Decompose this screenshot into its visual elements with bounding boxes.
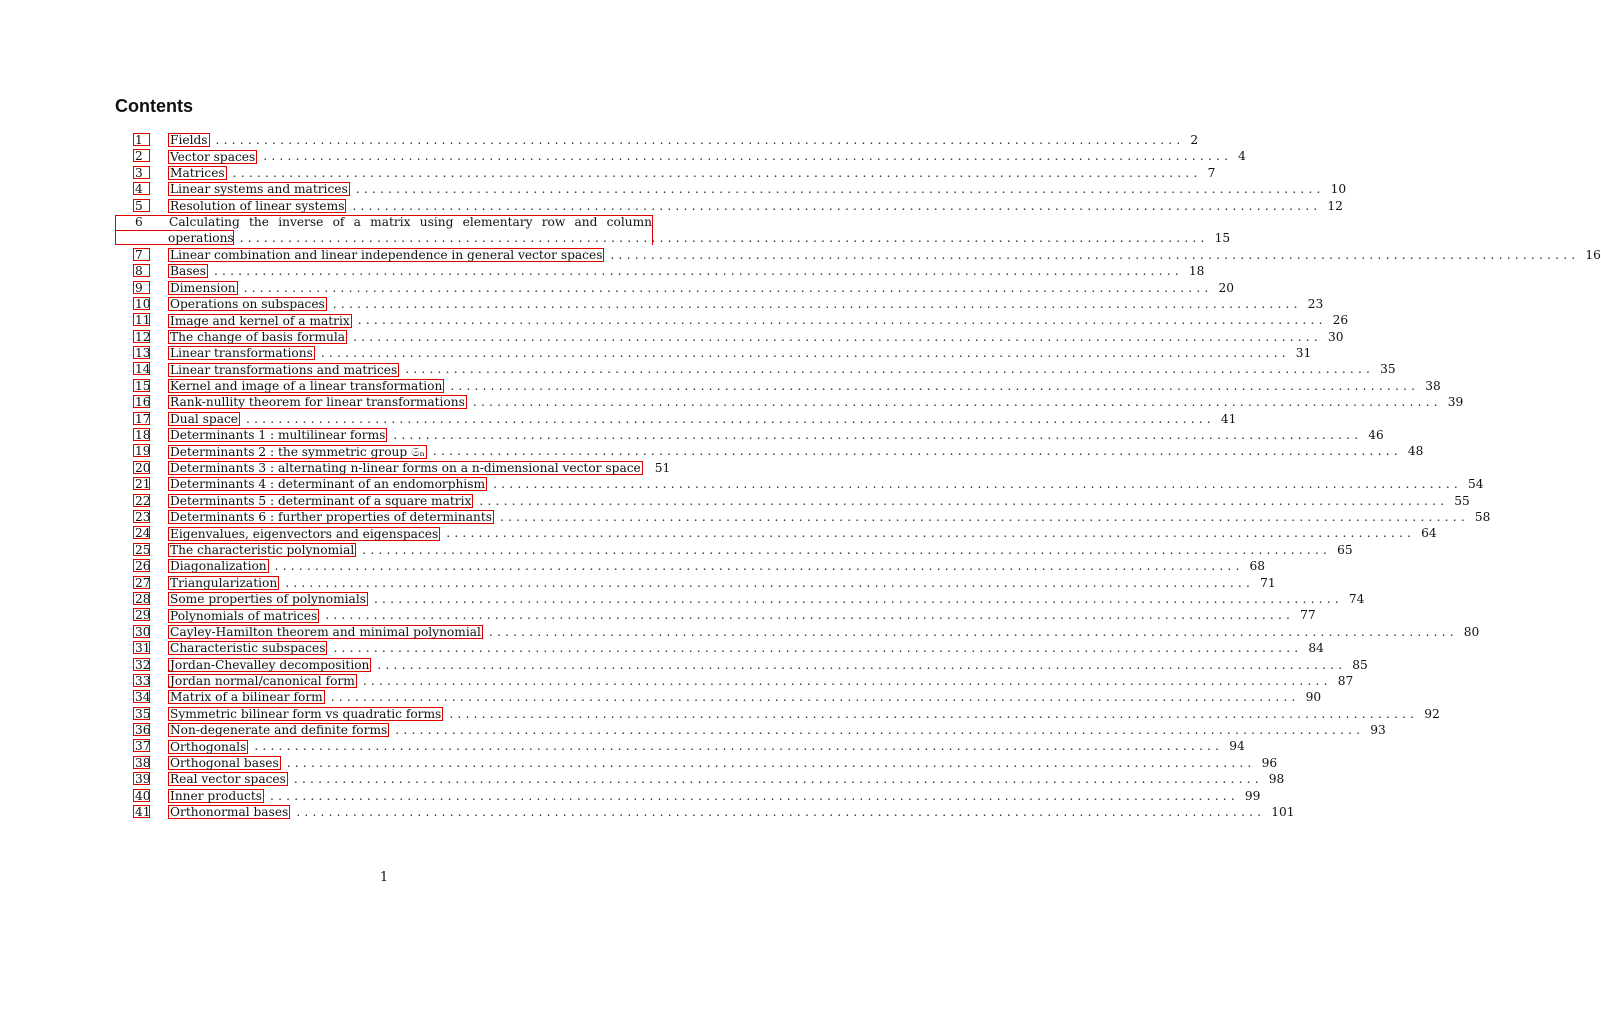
toc-entry-page[interactable]: 2	[1190, 133, 1199, 147]
dot-leader: ........................................................................................................................	[355, 182, 1325, 197]
toc-entry-number: 20	[135, 460, 151, 475]
toc-entry-page[interactable]: 77	[1300, 608, 1316, 623]
toc-entry[interactable]	[0, 247, 1601, 263]
toc-entry-line	[168, 329, 1344, 345]
toc-entry-number: 8	[135, 264, 143, 279]
toc-entry-line	[168, 542, 1353, 558]
toc-entry-title[interactable]: Some properties of polynomials	[170, 592, 366, 607]
toc-entry-line2	[168, 230, 1231, 246]
toc-entry-title[interactable]: Image and kernel of a matrix	[170, 313, 350, 328]
toc-entry-number: 13	[135, 346, 151, 361]
toc-entry-number: 19	[135, 444, 151, 459]
toc-entry-line	[168, 427, 1384, 443]
dot-leader: ........................................................................................................................	[215, 133, 1185, 147]
toc-entry-title[interactable]: Rank-nullity theorem for linear transformations	[170, 395, 465, 410]
toc-entry-line	[168, 263, 1205, 279]
toc-entry-number: 41	[135, 805, 151, 820]
toc-entry-number: 38	[135, 755, 151, 770]
table-of-contents	[0, 132, 1601, 820]
toc-entry-title[interactable]: Determinants 3 : alternating n-linear forms on a n-dimensional vector space	[170, 461, 641, 476]
toc-entry-page[interactable]: 96	[1261, 755, 1278, 770]
toc-entry-title[interactable]: Jordan normal/canonical form	[170, 674, 355, 689]
toc-entry[interactable]	[0, 148, 1246, 164]
dot-leader: ........................................................................................................................	[472, 395, 1442, 410]
toc-entry-line	[168, 673, 1354, 689]
toc-entry[interactable]	[0, 673, 1354, 689]
dot-leader: ........................................................................................................................	[246, 411, 1215, 426]
toc-entry-number: 36	[135, 723, 151, 738]
toc-entry[interactable]	[0, 280, 1235, 296]
toc-entry-line	[168, 493, 1470, 509]
toc-entry[interactable]	[0, 657, 1368, 673]
toc-entry-number: 18	[135, 428, 151, 443]
toc-entry-page[interactable]: 46	[1368, 428, 1384, 443]
toc-entry-line	[168, 460, 671, 476]
toc-entry-title[interactable]: The change of basis formula	[170, 329, 346, 344]
toc-entry-title[interactable]: Symmetric bilinear form vs quadratic forms	[170, 706, 442, 721]
toc-entry-number: 25	[135, 542, 151, 557]
toc-entry-number: 5	[135, 198, 143, 213]
toc-entry-line	[168, 312, 1349, 328]
toc-entry-page[interactable]: 98	[1268, 772, 1285, 787]
dot-leader: ........................................................................................................................	[405, 362, 1375, 377]
toc-entry-line	[168, 476, 1484, 492]
toc-entry-page[interactable]: 68	[1249, 559, 1266, 574]
toc-entry-title[interactable]: Bases	[170, 264, 206, 279]
toc-entry-page[interactable]: 20	[1218, 280, 1235, 295]
toc-entry-page[interactable]: 85	[1352, 657, 1368, 672]
toc-entry-line	[168, 591, 1365, 607]
toc-entry-number: 2	[135, 149, 143, 164]
dot-leader: ........................................................................................................................	[357, 313, 1327, 328]
toc-entry-title[interactable]: Determinants 1 : multilinear forms	[170, 428, 386, 443]
toc-entry-line	[168, 804, 1295, 820]
toc-entry-page[interactable]: 65	[1337, 542, 1353, 557]
toc-entry-title[interactable]: Diagonalization	[170, 559, 267, 574]
dot-leader: ........................................................................................................................	[362, 673, 1332, 688]
toc-entry-title[interactable]: Operations on subspaces	[170, 297, 325, 312]
toc-entry-page[interactable]: 7	[1207, 165, 1216, 180]
dot-leader: ........................................................................................................................	[377, 657, 1347, 672]
dot-leader: ........................................................................................................................	[285, 575, 1255, 590]
toc-entry-title[interactable]: Non-degenerate and definite forms	[170, 723, 388, 738]
toc-entry-title[interactable]: Determinants 4 : determinant of an endomorphism	[170, 477, 486, 492]
dot-leader: ........................................................................................................................	[610, 247, 1580, 262]
toc-entry-page[interactable]: 30	[1327, 329, 1344, 344]
dot-leader: ........................................................................................................................	[332, 296, 1302, 311]
toc-entry-title[interactable]: Eigenvalues, eigenvectors and eigenspaces	[170, 526, 439, 541]
dot-leader: ........................................................................................................................	[493, 477, 1462, 492]
toc-entry-title[interactable]: Fields	[170, 133, 208, 148]
dot-leader: ........................................................................................................................	[450, 378, 1420, 393]
toc-entry-title[interactable]: Characteristic subspaces	[170, 641, 326, 656]
toc-entry-number: 32	[135, 657, 151, 672]
dot-leader: ........................................................................................................................	[243, 280, 1213, 295]
toc-entry[interactable]	[0, 411, 1237, 427]
dot-leader: ........................................................................................................................	[449, 706, 1419, 721]
dot-leader: ........................................................................................................................	[254, 739, 1224, 754]
toc-entry-title[interactable]: Orthogonal bases	[170, 756, 279, 771]
toc-entry-title[interactable]: Kernel and image of a linear transformation	[170, 379, 443, 394]
toc-entry[interactable]	[0, 312, 1349, 328]
dot-leader: ........................................................................................................................	[270, 788, 1239, 803]
dot-leader: ........................................................................................................................	[395, 723, 1365, 738]
toc-entry-page[interactable]: 12	[1327, 198, 1343, 213]
toc-entry-title[interactable]: Inner products	[170, 788, 263, 803]
toc-entry-line	[168, 607, 1316, 623]
dot-leader: ........................................................................................................................	[232, 165, 1202, 180]
toc-entry[interactable]	[0, 181, 1347, 197]
toc-entry[interactable]	[0, 198, 1343, 214]
toc-entry-page[interactable]: 31	[1295, 346, 1312, 361]
dot-leader: ........................................................................................................................	[393, 428, 1363, 443]
toc-entry-page[interactable]: 64	[1421, 526, 1437, 541]
toc-entry-number: 15	[135, 378, 151, 393]
dot-leader: ........................................................................................................................	[352, 198, 1322, 213]
toc-entry[interactable]	[0, 607, 1316, 623]
toc-entry-number: 40	[135, 788, 151, 803]
dot-leader: ........................................................................................................................	[373, 591, 1343, 606]
toc-entry[interactable]	[0, 329, 1344, 345]
toc-entry[interactable]	[0, 525, 1437, 541]
toc-entry[interactable]	[0, 788, 1261, 804]
toc-entry[interactable]	[0, 591, 1365, 607]
toc-entry-page[interactable]: 90	[1305, 690, 1322, 705]
dot-leader: ........................................................................................................................	[213, 264, 1183, 279]
toc-entry[interactable]	[0, 755, 1278, 771]
toc-entry-page[interactable]: 55	[1454, 493, 1470, 508]
dot-leader: ........................................................................................................................	[293, 772, 1263, 787]
page-title: Contents	[115, 96, 193, 116]
toc-entry-page[interactable]: 15	[1214, 231, 1231, 246]
toc-entry-page[interactable]: 23	[1307, 296, 1324, 311]
toc-entry-line	[168, 394, 1464, 410]
toc-entry-page[interactable]: 84	[1308, 641, 1324, 656]
toc-entry[interactable]	[0, 394, 1464, 410]
toc-entry-title[interactable]: Matrix of a bilinear form	[170, 690, 323, 705]
toc-entry-title[interactable]: Real vector spaces	[170, 772, 286, 787]
toc-entry-title[interactable]: Determinants 5 : determinant of a square matrix	[170, 493, 472, 508]
toc-entry-number: 1	[135, 133, 143, 147]
toc-entry-title[interactable]: Linear transformations and matrices	[170, 362, 398, 377]
toc-entry[interactable]	[0, 624, 1480, 640]
toc-entry-number: 29	[135, 608, 151, 623]
toc-entry-title[interactable]: Linear systems and matrices	[170, 182, 348, 197]
toc-entry-number: 11	[135, 313, 151, 328]
toc-entry[interactable]	[0, 738, 1245, 754]
toc-entry-page[interactable]: 93	[1370, 723, 1386, 738]
toc-entry-page[interactable]: 58	[1474, 510, 1491, 524]
dot-leader: ........................................................................................................................	[330, 690, 1300, 705]
toc-entry-line	[168, 558, 1266, 574]
toc-entry-page[interactable]: 80	[1463, 624, 1480, 639]
toc-entry-page[interactable]: 39	[1447, 395, 1464, 410]
toc-entry-number: 24	[135, 526, 151, 541]
toc-entry-number: 16	[135, 395, 151, 410]
toc-entry-number: 27	[135, 575, 151, 590]
toc-entry-title[interactable]: Cayley-Hamilton theorem and minimal polynomial	[170, 624, 481, 639]
dot-leader: ........................................................................................................................	[333, 641, 1303, 656]
toc-entry-title[interactable]: Determinants 6 : further properties of determinants	[170, 510, 493, 525]
toc-entry-line	[168, 148, 1246, 164]
dot-leader: ........................................................................................................................	[362, 542, 1332, 557]
toc-entry-title[interactable]: Orthogonals	[170, 739, 247, 754]
toc-entry-line	[168, 738, 1245, 754]
toc-entry-number: 22	[135, 493, 151, 508]
toc-entry-number: 33	[135, 673, 151, 688]
toc-entry-line	[168, 706, 1440, 722]
toc-entry[interactable]	[0, 804, 1295, 820]
toc-entry-line	[168, 345, 1312, 361]
toc-entry-line	[168, 525, 1437, 541]
toc-entry-page[interactable]: 87	[1337, 673, 1354, 688]
toc-entry-title[interactable]: Dual space	[170, 411, 239, 426]
toc-entry-line	[168, 443, 1424, 459]
toc-entry-line	[168, 247, 1601, 263]
dot-leader: ........................................................................................................................	[500, 510, 1469, 524]
toc-entry-title[interactable]: Resolution of linear systems	[170, 198, 345, 213]
toc-entry-title[interactable]: Jordan-Chevalley decomposition	[170, 657, 370, 672]
dot-leader: ........................................................................................................................	[325, 608, 1295, 623]
dot-leader: ........................................................................................................................	[446, 526, 1416, 541]
toc-entry[interactable]	[0, 345, 1312, 361]
toc-entry[interactable]	[0, 263, 1205, 279]
toc-entry-line	[168, 755, 1278, 771]
toc-entry-title[interactable]: Matrices	[170, 165, 225, 180]
toc-entry[interactable]	[0, 165, 1216, 181]
toc-entry-title[interactable]: Orthonormal bases	[170, 805, 289, 820]
toc-entry-page[interactable]: 71	[1260, 575, 1276, 590]
toc-entry-line	[168, 657, 1368, 673]
toc-entry-number: 39	[135, 772, 151, 787]
toc-entry[interactable]	[0, 378, 1441, 394]
dot-leader: ........................................................................................................................	[263, 149, 1233, 164]
toc-entry[interactable]	[0, 443, 1424, 459]
toc-entry-title[interactable]: Polynomials of matrices	[170, 608, 318, 623]
dot-leader: ........................................................................................................................	[488, 624, 1458, 639]
toc-entry-line	[168, 361, 1396, 377]
toc-entry-number: 9	[135, 280, 143, 295]
dot-leader: ........................................................................................................................	[274, 559, 1244, 574]
toc-entry-number: 30	[135, 624, 151, 639]
toc-entry-page[interactable]: 54	[1468, 477, 1484, 492]
toc-entry-title[interactable]: The characteristic polynomial	[170, 542, 355, 557]
toc-entry-page[interactable]: 38	[1425, 378, 1441, 393]
toc-entry-number: 7	[135, 247, 143, 262]
toc-entry-number: 21	[135, 477, 151, 492]
toc-entry[interactable]	[0, 361, 1396, 377]
toc-entry-line	[168, 722, 1386, 738]
dot-leader: ........................................................................................................................	[239, 231, 1209, 246]
toc-entry-page[interactable]: 74	[1348, 591, 1365, 606]
dot-leader: ........................................................................................................................	[353, 329, 1322, 344]
toc-entry-number: 4	[135, 182, 143, 197]
toc-entry-page[interactable]: 99	[1244, 788, 1261, 803]
toc-entry-line	[168, 132, 1199, 148]
toc-entry[interactable]	[0, 542, 1353, 558]
dot-leader: ........................................................................................................................	[286, 755, 1256, 770]
toc-entry[interactable]	[0, 493, 1470, 509]
dot-leader: ........................................................................................................................	[320, 346, 1290, 361]
toc-entry-number: 34	[135, 690, 151, 705]
toc-entry-page[interactable]: 101	[1271, 805, 1295, 820]
toc-entry-title[interactable]: Determinants 2 : the symmetric group 𝔖ₙ	[170, 444, 425, 459]
toc-entry[interactable]	[0, 640, 1324, 656]
toc-entry-title[interactable]: Triangularization	[170, 575, 278, 590]
toc-entry-number: 17	[135, 411, 151, 426]
dot-leader: ........................................................................................................................	[296, 805, 1266, 820]
toc-entry-line	[168, 296, 1324, 312]
page-number: 1	[379, 870, 389, 885]
toc-entry[interactable]	[0, 460, 768, 476]
toc-entry-title[interactable]: Linear transformations	[170, 346, 313, 361]
toc-entry-page[interactable]: 51	[654, 460, 671, 475]
toc-entry-line	[168, 689, 1322, 705]
toc-entry[interactable]	[0, 575, 1276, 591]
toc-entry-line	[168, 624, 1480, 640]
toc-entry-line	[168, 771, 1285, 787]
toc-entry-number: 6	[135, 214, 143, 229]
toc-entry-line	[168, 280, 1235, 296]
toc-entry-page[interactable]: 41	[1220, 411, 1237, 426]
dot-leader: ........................................................................................................................	[432, 444, 1402, 459]
toc-entry-line	[168, 181, 1347, 197]
toc-entry-line	[168, 378, 1441, 394]
toc-entry-number: 12	[135, 329, 151, 344]
toc-entry[interactable]	[0, 214, 1231, 247]
toc-entry-title-line2[interactable]: operations	[168, 231, 234, 246]
toc-entry-number: 37	[135, 739, 151, 754]
toc-entry-line	[168, 165, 1216, 181]
toc-entry-line	[168, 788, 1261, 804]
toc-entry[interactable]	[0, 558, 1266, 574]
toc-entry[interactable]	[0, 689, 1322, 705]
toc-entry[interactable]	[0, 296, 1324, 312]
toc-entry-title[interactable]: Vector spaces	[170, 149, 256, 164]
toc-entry-number: 10	[135, 296, 151, 311]
toc-entry[interactable]	[0, 706, 1440, 722]
toc-entry-number: 23	[135, 510, 151, 524]
toc-entry-page[interactable]: 48	[1407, 444, 1424, 459]
toc-entry-page[interactable]: 4	[1238, 149, 1246, 164]
toc-entry[interactable]	[0, 509, 1491, 525]
dot-leader: ........................................................................................................................	[479, 493, 1449, 508]
toc-entry-page[interactable]: 18	[1188, 264, 1205, 279]
toc-entry-line	[168, 411, 1237, 427]
toc-entry[interactable]	[0, 722, 1386, 738]
toc-entry-line	[168, 509, 1491, 525]
toc-entry[interactable]	[0, 771, 1285, 787]
toc-entry-title-line1[interactable]: Calculating the inverse of a matrix using elementary row and column	[169, 214, 652, 229]
toc-entry-page[interactable]: 94	[1229, 739, 1245, 754]
toc-entry-number: 26	[135, 559, 151, 574]
toc-entry-line	[168, 198, 1343, 214]
toc-entry-line	[168, 575, 1276, 591]
toc-entry-line	[168, 640, 1324, 656]
toc-entry-page[interactable]: 16	[1585, 247, 1601, 262]
toc-entry-number: 35	[135, 706, 151, 721]
toc-entry-number: 14	[135, 362, 151, 377]
toc-entry[interactable]	[0, 132, 1199, 148]
toc-entry-number: 28	[135, 591, 151, 606]
toc-entry-title[interactable]: Linear combination and linear independence in general vector spaces	[170, 247, 603, 262]
toc-entry-number: 3	[135, 165, 143, 180]
toc-entry-number: 31	[135, 641, 151, 656]
toc-entry-page[interactable]: 35	[1380, 362, 1396, 377]
toc-entry-page[interactable]: 10	[1330, 182, 1347, 197]
toc-entry[interactable]	[0, 427, 1384, 443]
toc-entry-page[interactable]: 26	[1332, 313, 1349, 328]
toc-entry-page[interactable]: 92	[1424, 706, 1440, 721]
toc-entry[interactable]	[0, 476, 1484, 492]
toc-entry-title[interactable]: Dimension	[170, 280, 236, 295]
